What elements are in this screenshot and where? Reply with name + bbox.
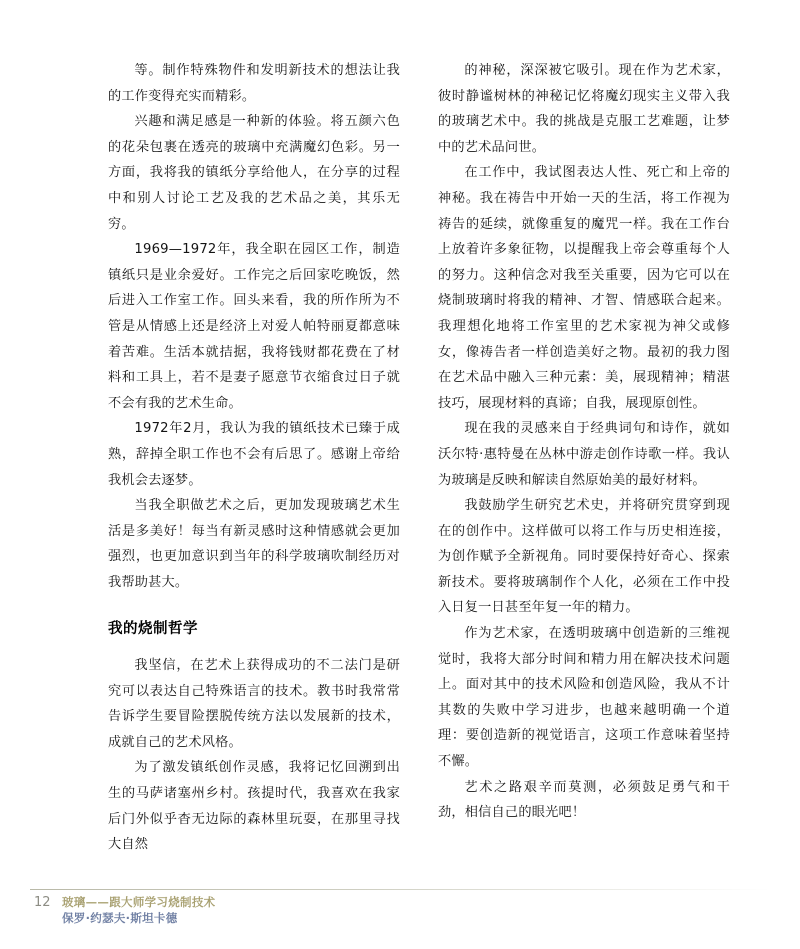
page-footer (0, 889, 800, 931)
paragraph: 1969—1972年，我全职在园区工作，制造镇纸只是业余爱好。工作完之后回家吃晚饭，然后进入工作室工作。回头来看，我的所作所为不管是从情感上还是经济上对爱人帕特丽夏都意味着苦难。生活本就拮据，我将钱财都花费在了材料和工具上，若不是妻子愿意节衣缩食过日子就不会有我的艺术生命。 (108, 242, 400, 411)
paragraph: 等。制作特殊物件和发明新技术的想法让我的工作变得充实而精彩。 (108, 63, 400, 104)
paragraph: 为了激发镇纸创作灵感，我将记忆回溯到出生的马萨诸塞州乡村。孩提时代，我喜欢在我家后门外似乎杳无边际的森林里玩耍，在那里寻找大自然 (108, 760, 400, 853)
paragraph: 当我全职做艺术之后，更加发现玻璃艺术生活是多美好！每当有新灵感时这种情感就会更加强烈，也更加意识到当年的科学玻璃吹制经历对我帮助甚大。 (108, 498, 400, 590)
paragraph: 艺术之路艰辛而莫测，必须鼓足勇气和干劲，相信自己的眼光吧！ (438, 779, 730, 821)
heading-spacer (108, 643, 400, 653)
paragraph: 1972年2月，我认为我的镇纸技术已臻于成熟，辞掉全职工作也不会有后思了。感谢上帝给我机会去逐梦。 (108, 421, 400, 488)
two-column-body (0, 58, 800, 858)
paragraph: 作为艺术家，在透明玻璃中创造新的三维视觉时，我将大部分时间和精力用在解决技术问题上。面对其中的技术风险和创造风险，我从不计其数的失败中学习进步，也越来越明确一个道理：要创造新的视觉语言，这项工作意味着坚持不懈。 (438, 626, 730, 770)
footer-author: 保罗·约瑟夫·斯坦卡德 (62, 911, 178, 925)
footer-title-suffix: 跟大师学习烧制技术 (109, 895, 216, 909)
footer-divider (30, 889, 770, 890)
page-number: 12 (34, 895, 51, 910)
section-heading: 我的烧制哲学 (108, 621, 198, 638)
paragraph: 的神秘，深深被它吸引。现在作为艺术家，彼时静谧树林的神秘记忆将魔幻现实主义带入我的玻璃艺术中。我的挑战是克服工艺难题，让梦中的艺术品问世。 (438, 63, 730, 155)
footer-book-title (62, 894, 215, 910)
paragraph: 在工作中，我试图表达人性、死亡和上帝的神秘。我在祷告中开始一天的生活，将工作视为祷告的延续，就像重复的魔咒一样。我在工作台上放着许多象征物，以提醒我上帝会尊重每个人的努力。这种信念对我至关重要，因为它可以在烧制玻璃时将我的精神、才智、情感联合起来。我理想化地将工作室里的艺术家视为神父或修女，像祷告者一样创造美好之物。最初的我力图在艺术品中融入三种元素：美，展现精神；精湛技巧，展现材料的真谛；自我，展现原创性。 (438, 165, 730, 411)
paragraph: 兴趣和满足感是一种新的体验。将五颜六色的花朵包裹在透亮的玻璃中充满魔幻色彩。另一方面，我将我的镇纸分享给他人，在分享的过程中和别人讨论工艺及我的艺术品之美，其乐无穷。 (108, 114, 400, 232)
paragraph: 我鼓励学生研究艺术史，并将研究贯穿到现在的创作中。这样做可以将工作与历史相连接，为创作赋予全新视角。同时要保持好奇心、探索新技术。要将玻璃制作个人化，必须在工作中投入日复一日甚至年复一年的精力。 (438, 498, 730, 616)
paragraph: 我坚信，在艺术上获得成功的不二法门是研究可以表达自己特殊语言的技术。教书时我常常告诉学生要冒险摆脱传统方法以发展新的技术，成就自己的艺术风格。 (108, 658, 400, 750)
footer-title-dash: —— (85, 895, 110, 909)
paragraph: 现在我的灵感来自于经典词句和诗作，就如沃尔特·惠特曼在丛林中游走创作诗歌一样。我认为玻璃是反映和解读自然原始美的最好材料。 (438, 421, 730, 488)
right-column (438, 58, 730, 858)
left-column (108, 58, 400, 858)
footer-title-prefix: 玻璃 (62, 895, 86, 909)
